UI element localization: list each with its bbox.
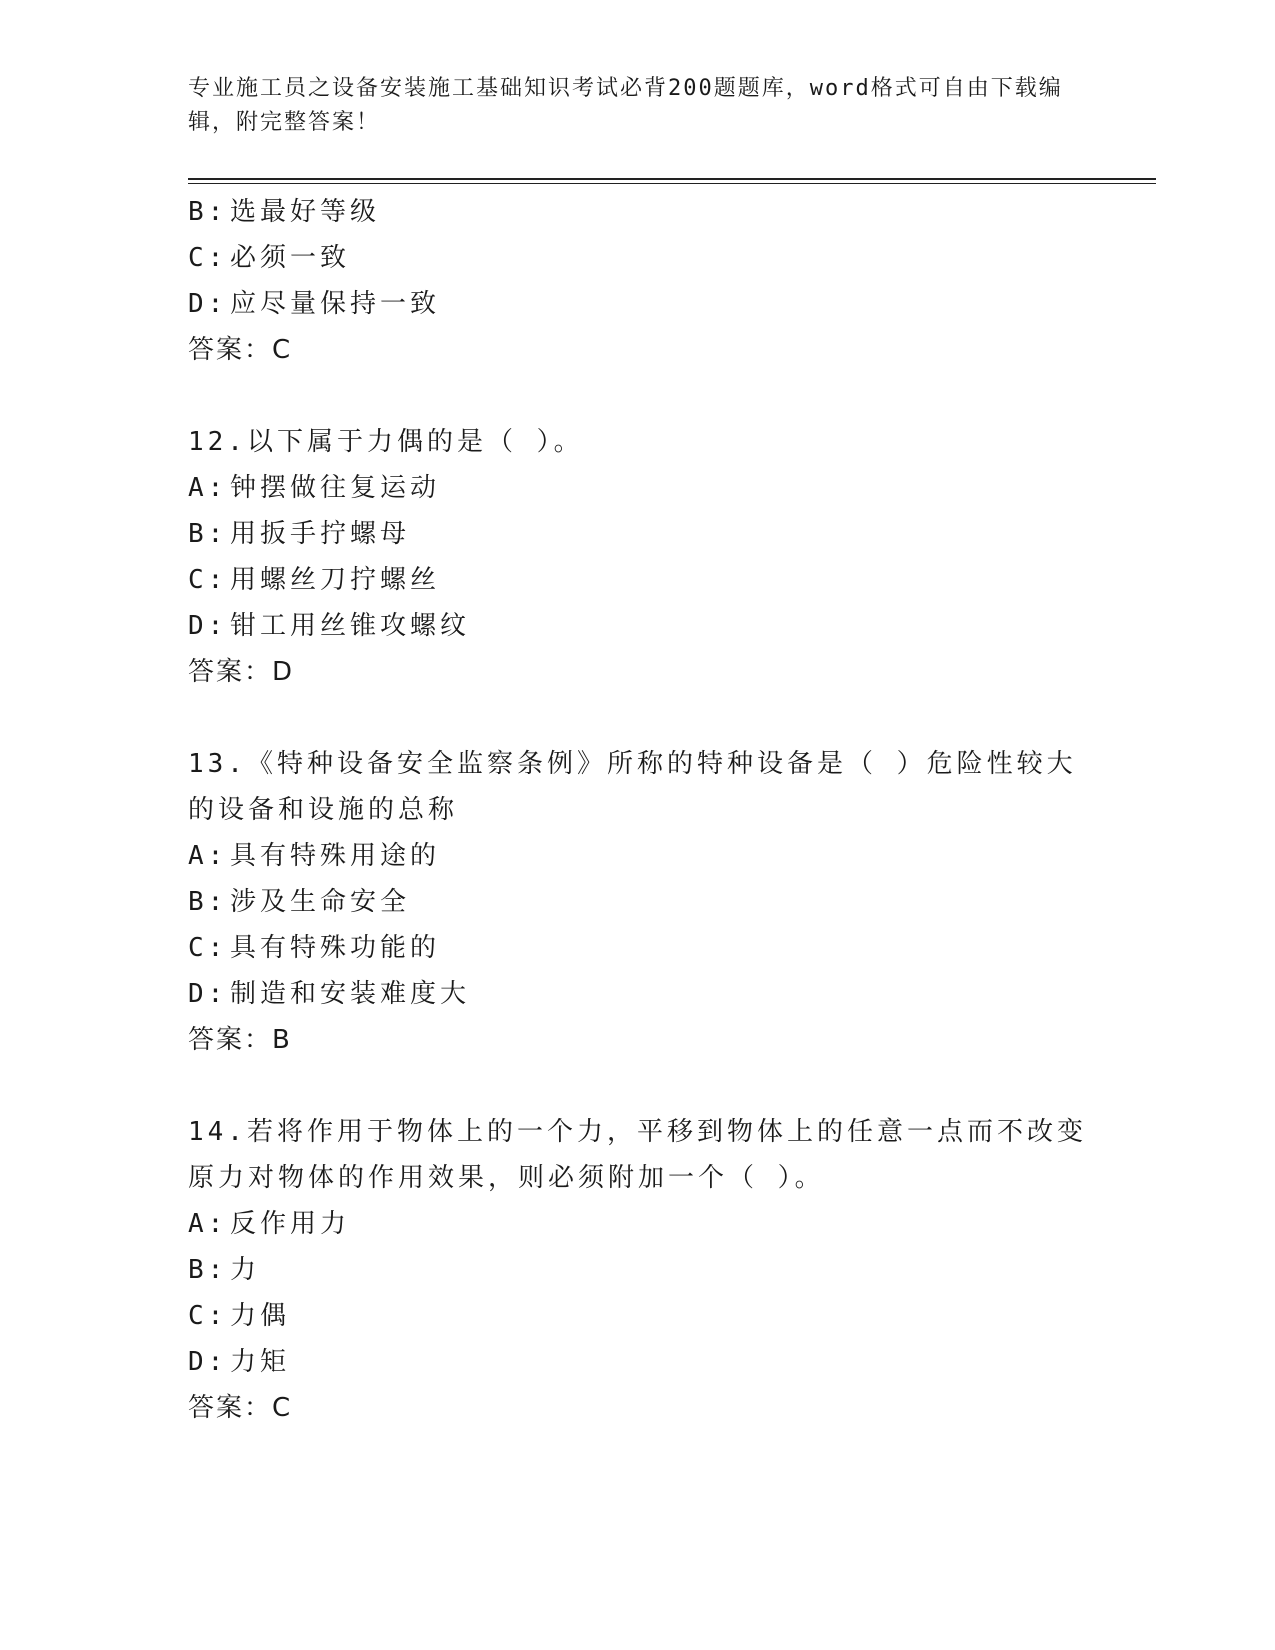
question-list xyxy=(188,189,1088,1431)
answer-line: 答案：C xyxy=(188,1393,293,1423)
question-11-continued xyxy=(188,189,1088,373)
answer-line: 答案：D xyxy=(188,657,295,687)
header-title: 专业施工员之设备安装施工基础知识考试必背200题题库，word格式可自由下载编辑，附完整答案！ xyxy=(188,76,1063,135)
option-d: D: 制造和安装难度大 xyxy=(188,979,471,1009)
option-c: C: 力偶 xyxy=(188,1301,291,1331)
answer-line: 答案：C xyxy=(188,335,293,365)
header-divider-thin xyxy=(188,183,1156,184)
document-header xyxy=(188,72,1088,140)
option-d: D: 钳工用丝锥攻螺纹 xyxy=(188,611,471,641)
question-text: 14.若将作用于物体上的一个力，平移到物体上的任意一点而不改变原力对物体的作用效果，则必须附加一个（ ）。 xyxy=(188,1117,1087,1193)
option-b: B: 用扳手拧螺母 xyxy=(188,519,411,549)
question-14 xyxy=(188,1109,1088,1431)
option-c: C: 具有特殊功能的 xyxy=(188,933,441,963)
option-b: B: 涉及生命安全 xyxy=(188,887,411,917)
question-text: 13.《特种设备安全监察条例》所称的特种设备是（ ）危险性较大的设备和设施的总称 xyxy=(188,749,1077,825)
option-c: C: 必须一致 xyxy=(188,243,351,273)
question-text: 12.以下属于力偶的是（ ）。 xyxy=(188,427,584,457)
option-d: D: 力矩 xyxy=(188,1347,291,1377)
question-13 xyxy=(188,741,1088,1063)
option-a: A: 具有特殊用途的 xyxy=(188,841,441,871)
option-b: B: 选最好等级 xyxy=(188,197,381,227)
option-d: D: 应尽量保持一致 xyxy=(188,289,441,319)
option-c: C: 用螺丝刀拧螺丝 xyxy=(188,565,441,595)
option-b: B: 力 xyxy=(188,1255,261,1285)
option-a: A: 反作用力 xyxy=(188,1209,351,1239)
option-a: A: 钟摆做往复运动 xyxy=(188,473,441,503)
header-divider-thick xyxy=(188,178,1156,180)
question-12 xyxy=(188,419,1088,695)
answer-line: 答案：B xyxy=(188,1025,292,1055)
